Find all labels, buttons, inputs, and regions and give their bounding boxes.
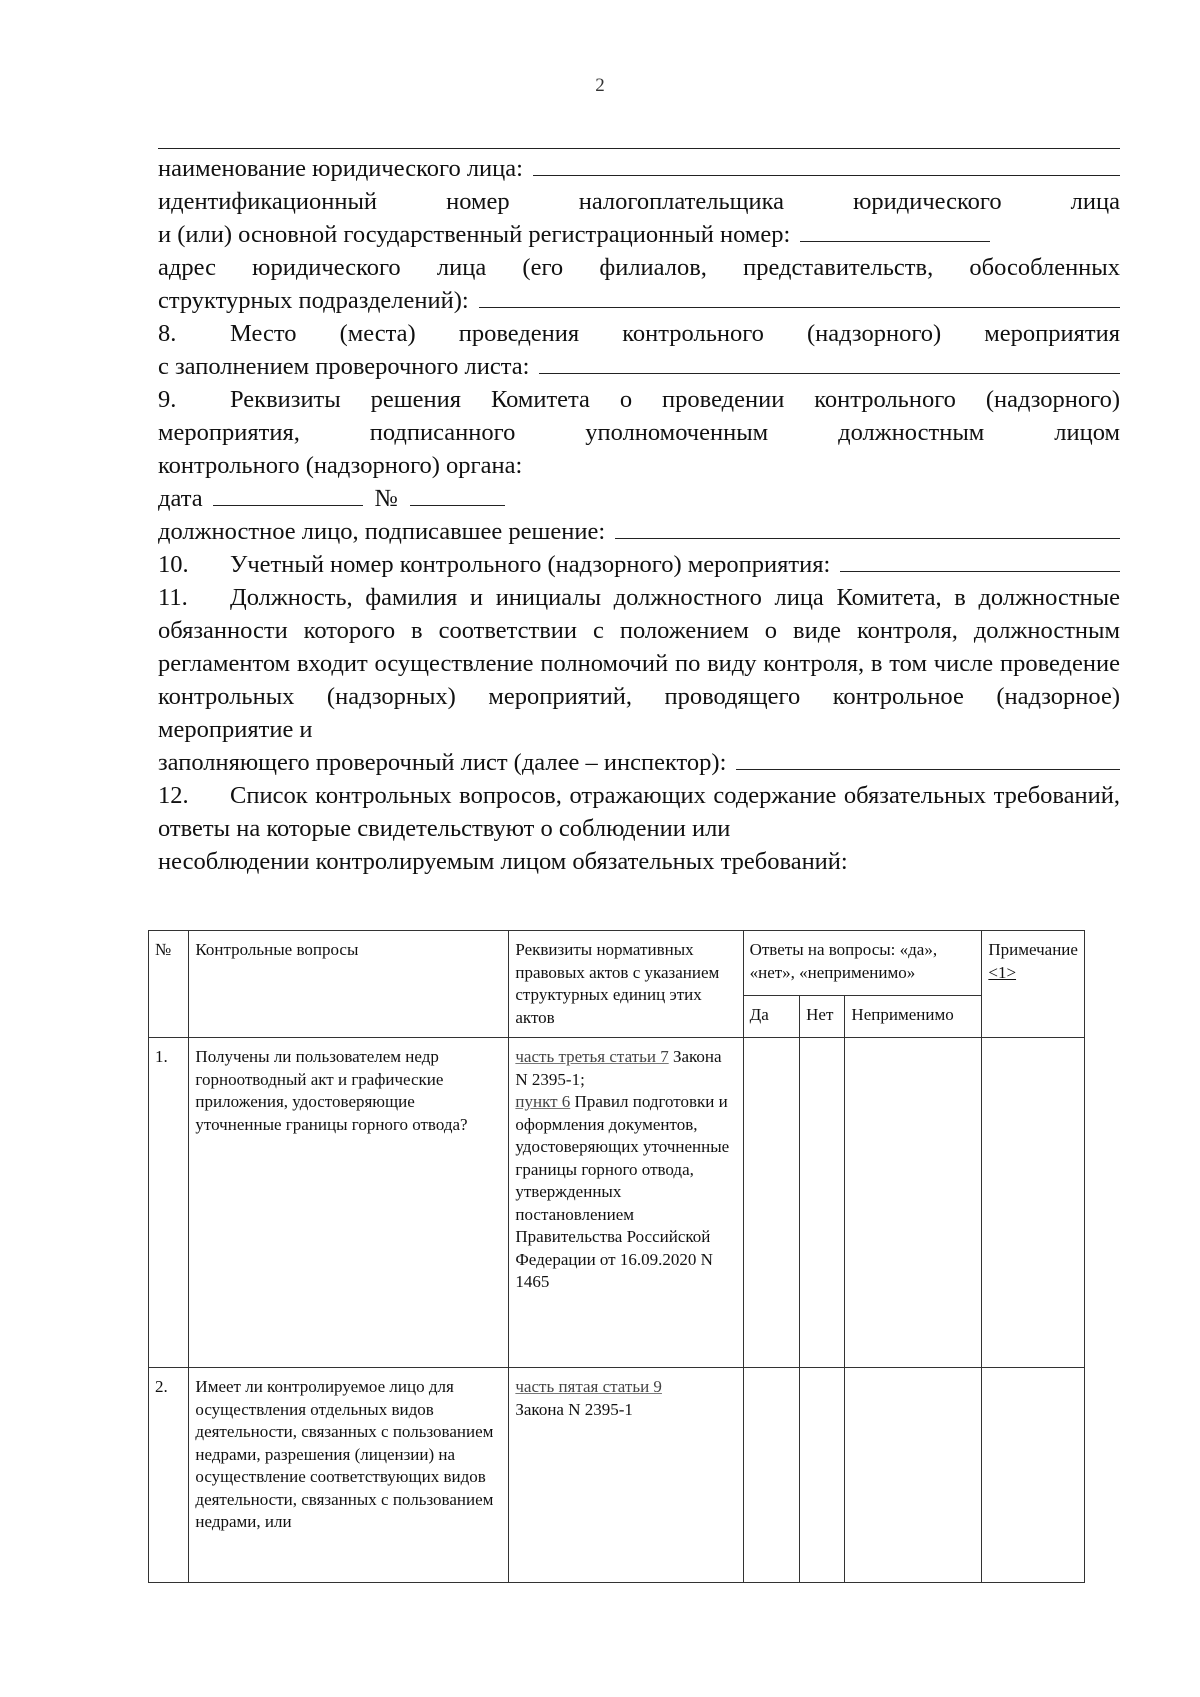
number-label: № xyxy=(374,485,398,512)
row-1-question: Получены ли пользователем недр горноотводный акт и графические приложения, удостоверяющие уточненные границы горного отвода? xyxy=(189,1038,509,1368)
row-2-num: 2. xyxy=(149,1368,189,1583)
row-1-requisites xyxy=(509,1038,743,1368)
header-answers: Ответы на вопросы: «да», «нет», «неприменимо» xyxy=(743,931,982,996)
item-8-text: Место (места) проведения контрольного (надзорного) мероприятия xyxy=(230,320,1120,347)
header-requisites: Реквизиты нормативных правовых актов с указанием структурных единиц этих актов xyxy=(509,931,743,1038)
row-1-answer-na[interactable] xyxy=(845,1038,982,1368)
item-9-cont2-line xyxy=(158,449,1120,482)
item-9-number: 9. xyxy=(158,386,177,413)
date-field[interactable] xyxy=(213,483,363,506)
row-1-note[interactable] xyxy=(982,1038,1085,1368)
checklist-table xyxy=(148,930,1085,1583)
official-line xyxy=(158,515,1120,548)
ogrn-label: и (или) основной государственный регистрационный номер: xyxy=(158,221,791,248)
address-cont-line xyxy=(158,284,1120,317)
item-12-last-text: несоблюдении контролируемым лицом обязательных требований: xyxy=(158,848,848,875)
inn-word-2: номер xyxy=(446,188,510,215)
row-2-note[interactable] xyxy=(982,1368,1085,1583)
item-10-text: Учетный номер контрольного (надзорного) мероприятия: xyxy=(230,551,831,578)
header-na: Неприменимо xyxy=(845,996,982,1038)
item-9-cont2-text: контрольного (надзорного) органа: xyxy=(158,452,523,479)
header-num: № xyxy=(149,931,189,1038)
row-1-ref-link-2[interactable]: пункт 6 xyxy=(515,1092,571,1111)
inn-line xyxy=(158,185,1120,218)
item-11-paragraph xyxy=(158,581,1120,746)
address-cont-label: структурных подразделений): xyxy=(158,287,469,314)
row-1-answer-no[interactable] xyxy=(800,1038,845,1368)
inn-word-5: лица xyxy=(1070,188,1120,215)
item-12-paragraph xyxy=(158,779,1120,845)
row-1-ref-link-1[interactable]: часть третья статьи 7 xyxy=(515,1047,669,1066)
page-number: 2 xyxy=(595,75,605,96)
place-field[interactable] xyxy=(539,351,1120,374)
row-2-question: Имеет ли контролируемое лицо для осуществления отдельных видов деятельности, связанных с пользованием недрами, разрешения (лицензии) на осуществление соответствующих видов деятельности, связанных с пользованием недрами, или xyxy=(189,1368,509,1583)
date-label: дата xyxy=(158,485,203,512)
table-row xyxy=(149,1368,1085,1583)
record-number-field[interactable] xyxy=(840,549,1120,572)
inn-word-4: юридического xyxy=(853,188,1002,215)
item-9-text: Реквизиты решения Комитета о проведении контрольного (надзорного) xyxy=(230,386,1120,413)
row-1-answer-yes[interactable] xyxy=(743,1038,800,1368)
item-8-line xyxy=(158,317,1120,350)
item-9-line xyxy=(158,383,1120,416)
legal-name-field[interactable] xyxy=(533,153,1120,176)
row-2-answer-na[interactable] xyxy=(845,1368,982,1583)
top-rule xyxy=(158,148,1120,149)
table-row xyxy=(149,1038,1085,1368)
legal-name-line xyxy=(158,152,1120,185)
official-label: должностное лицо, подписавшее решение: xyxy=(158,518,606,545)
ogrn-line xyxy=(158,218,1120,251)
item-8-cont-line xyxy=(158,350,1120,383)
item-10-line xyxy=(158,548,1120,581)
item-11-last-line xyxy=(158,746,1120,779)
item-8-number: 8. xyxy=(158,320,177,347)
item-12-text: Список контрольных вопросов, отражающих содержание обязательных требований, ответы на которые свидетельствуют о соблюдении или xyxy=(158,782,1120,842)
item-8-cont-label: с заполнением проверочного листа: xyxy=(158,353,530,380)
header-yes: Да xyxy=(743,996,800,1038)
official-field[interactable] xyxy=(615,516,1120,539)
address-line xyxy=(158,251,1120,284)
row-2-ref-text-1: Закона N 2395-1 xyxy=(515,1399,633,1419)
decision-number-field[interactable] xyxy=(410,483,505,506)
row-1-ref-text-2: Правил подготовки и оформления документов, удостоверяющих уточненные границы горного отвода, утвержденных постановлением Правительства Российской Федерации от 16.09.2020 N 1465 xyxy=(515,1092,730,1291)
item-12-number: 12. xyxy=(158,782,189,809)
form-body xyxy=(158,148,1120,878)
row-2-answer-no[interactable] xyxy=(800,1368,845,1583)
item-12-last-line xyxy=(158,845,1120,878)
ogrn-field[interactable] xyxy=(800,219,990,242)
item-10-number: 10. xyxy=(158,551,189,578)
row-1-num: 1. xyxy=(149,1038,189,1368)
inn-word-1: идентификационный xyxy=(158,188,378,215)
header-questions: Контрольные вопросы xyxy=(189,931,509,1038)
item-11-number: 11. xyxy=(158,584,188,611)
table-header-row xyxy=(149,931,1085,996)
legal-name-label: наименование юридического лица: xyxy=(158,155,523,182)
item-9-cont-line xyxy=(158,416,1120,449)
address-text: адрес юридического лица (его филиалов, представительств, обособленных xyxy=(158,254,1120,281)
inspector-field[interactable] xyxy=(736,747,1120,770)
address-field[interactable] xyxy=(479,285,1120,308)
date-line xyxy=(158,482,1120,515)
row-1-ref-text-1: Закона N 2395-1; xyxy=(515,1047,722,1089)
item-9-cont-text: мероприятия, подписанного уполномоченным должностным лицом xyxy=(158,419,1120,446)
header-note-ref[interactable]: <1> xyxy=(988,962,1017,982)
row-2-requisites xyxy=(509,1368,743,1583)
item-11-last-text: заполняющего проверочный лист (далее – инспектор): xyxy=(158,749,727,776)
header-note-text: Примечание xyxy=(988,940,1078,959)
inn-word-3: налогоплательщика xyxy=(578,188,785,215)
header-note xyxy=(982,931,1085,1038)
item-11-text: Должность, фамилия и инициалы должностного лица Комитета, в должностные обязанности которого в соответствии с положением о виде контроля, должностным регламентом входит осуществление полномочий по виду контроля, в том числе проведение контрольных (надзорных) мероприятий, проводящего контрольное (надзорное) мероприятие и xyxy=(158,584,1120,743)
header-no: Нет xyxy=(800,996,845,1038)
row-2-ref-link-1[interactable]: часть пятая статьи 9 xyxy=(515,1377,662,1396)
row-2-answer-yes[interactable] xyxy=(743,1368,800,1583)
